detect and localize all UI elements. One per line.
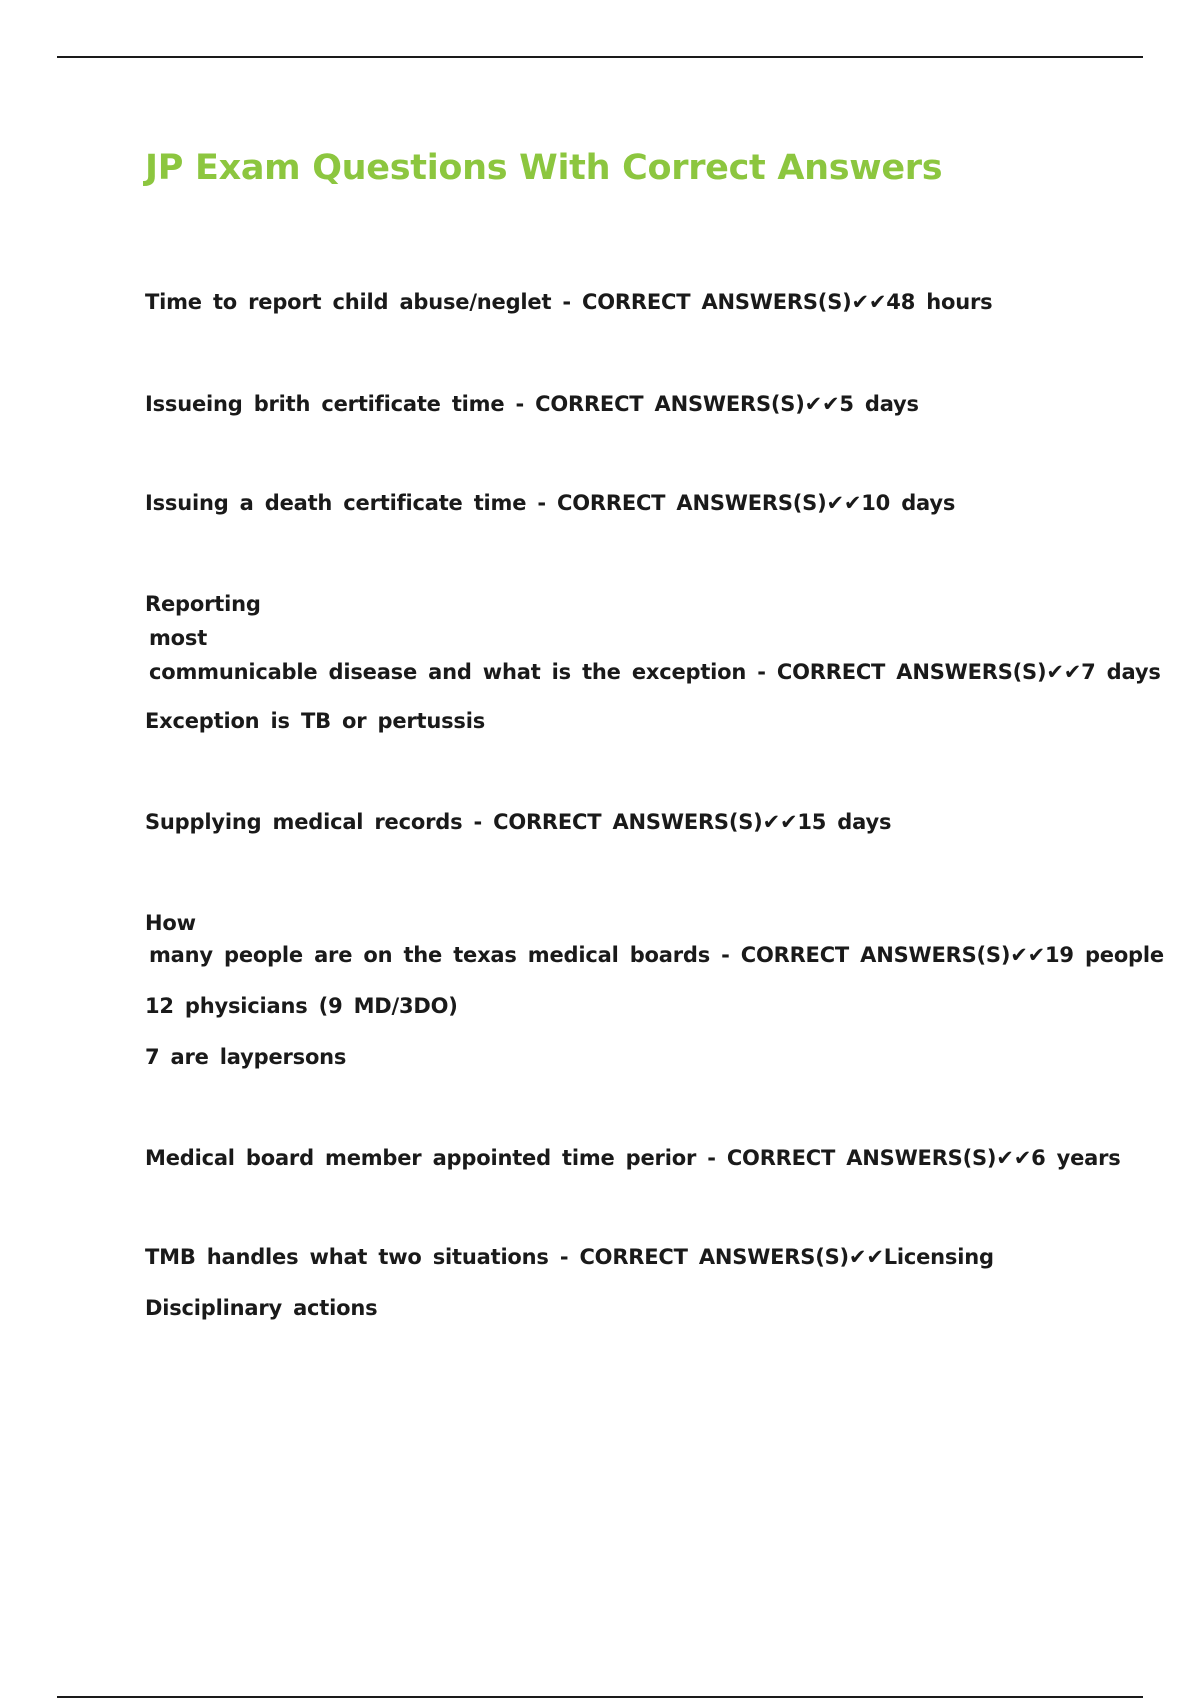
- document-title: JP Exam Questions With Correct Answers: [145, 148, 943, 188]
- header-rule: [57, 56, 1143, 58]
- qa-line: Medical board member appointed time perior - CORRECT ANSWERS(S)✔✔6 years: [145, 1146, 1121, 1170]
- qa-line: many people are on the texas medical boards - CORRECT ANSWERS(S)✔✔19 people: [149, 943, 1164, 967]
- qa-line: How: [145, 911, 196, 935]
- qa-line: Issuing a death certificate time - CORRECT ANSWERS(S)✔✔10 days: [145, 491, 956, 515]
- qa-line: Disciplinary actions: [145, 1296, 378, 1320]
- qa-line: Supplying medical records - CORRECT ANSWERS(S)✔✔15 days: [145, 810, 892, 834]
- qa-line: communicable disease and what is the exception - CORRECT ANSWERS(S)✔✔7 days: [149, 660, 1161, 684]
- qa-line: Reporting: [145, 592, 261, 616]
- footer-rule: [57, 1696, 1143, 1698]
- qa-line: Time to report child abuse/neglet - CORRECT ANSWERS(S)✔✔48 hours: [145, 290, 993, 314]
- qa-line: TMB handles what two situations - CORRECT ANSWERS(S)✔✔Licensing: [145, 1245, 994, 1269]
- qa-line: 12 physicians (9 MD/3DO): [145, 994, 458, 1018]
- qa-line: most: [149, 626, 208, 650]
- qa-line: Issueing brith certificate time - CORRECT ANSWERS(S)✔✔5 days: [145, 392, 919, 416]
- qa-line: Exception is TB or pertussis: [145, 709, 486, 733]
- qa-line: 7 are laypersons: [145, 1045, 347, 1069]
